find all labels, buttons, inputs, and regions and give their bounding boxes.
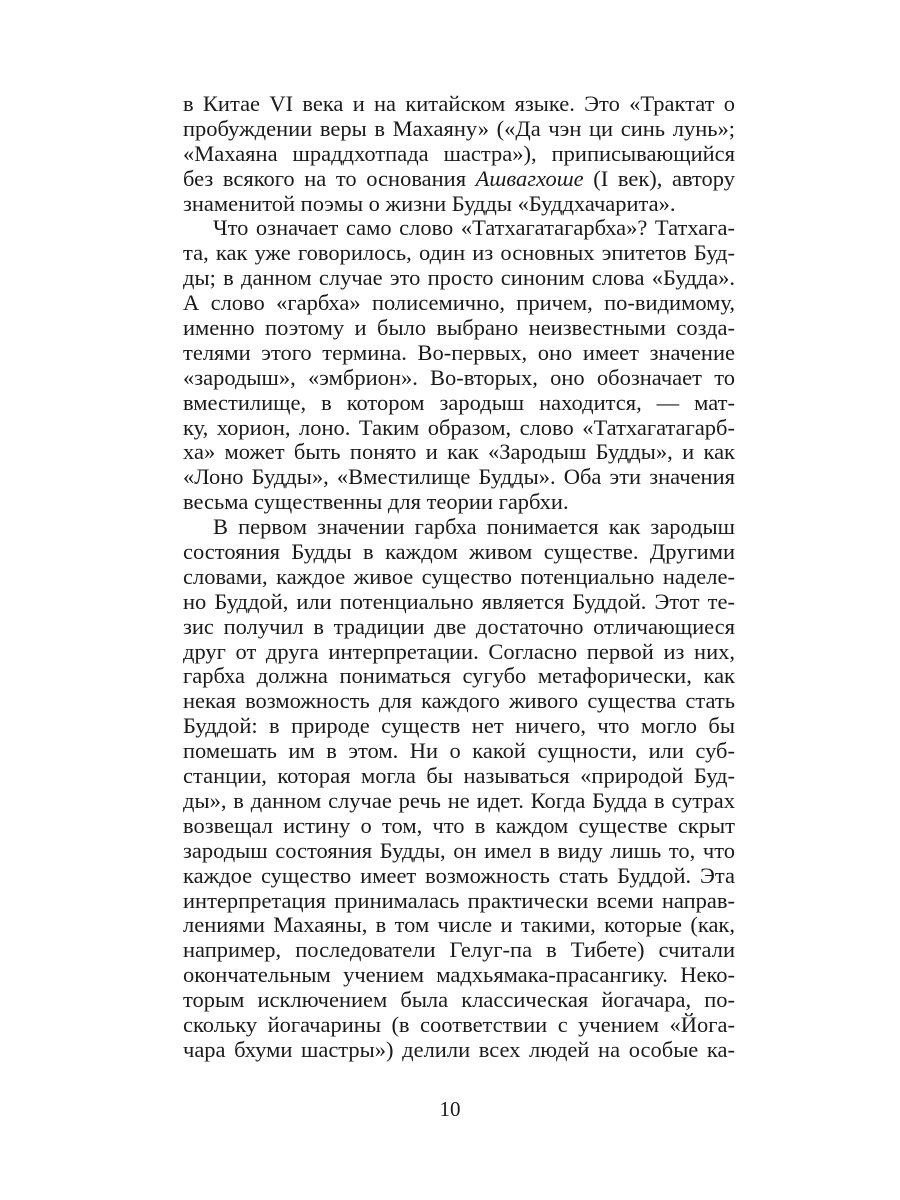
text-line: зародыш состояния Будды, он имел в виду лишь то, что: [183, 837, 735, 863]
text-line: зис получил в традиции две достаточно отличающиеся: [183, 613, 735, 639]
text-line: словами, каждое живое существо потенциально наделе-: [183, 563, 735, 589]
text-line: именно поэтому и было выбрано неизвестными созда-: [183, 315, 735, 341]
text-line: «зародыш», «эмбрион». Во-вторых, оно обозначает то: [183, 364, 735, 390]
text-line: ку, хорион, лоно. Таким образом, слово «Татхагатагарб-: [183, 414, 735, 440]
text-line: окончательным учением мадхьямака-прасангику. Неко-: [183, 962, 735, 988]
text-line: друг от друга интерпретации. Согласно первой из них,: [183, 638, 735, 664]
text-line: некая возможность для каждого живого существа стать: [183, 688, 735, 714]
text-line: в Китае VI века и на китайском языке. Это «Трактат о: [183, 91, 735, 116]
text-line: «Лоно Будды», «Вместилище Будды». Оба эти значения: [183, 464, 735, 490]
text-line: весьма существенны для теории гарбхи.: [183, 489, 569, 515]
text-line: телями этого термина. Во-первых, оно имеет значение: [183, 339, 735, 365]
text-fragment: (I век), автору: [583, 165, 735, 191]
body-text: [183, 92, 735, 1063]
text-line: чара бхуми шастры») делили всех людей на особые ка-: [183, 1036, 735, 1062]
text-line: Буддой: в природе существ нет ничего, что могло бы: [183, 713, 735, 739]
text-line: например, последователи Гелуг-па в Тибете) считали: [183, 937, 735, 963]
page-number: 10: [439, 1097, 461, 1121]
text-fragment: без всякого на то основания: [183, 165, 476, 191]
text-line: знаменитой поэмы о жизни Будды «Буддхачарита».: [183, 190, 676, 216]
text-line: гарбха должна пониматься сугубо метафорически, как: [183, 663, 735, 689]
text-line: А слово «гарбха» полисемично, причем, по-видимому,: [183, 290, 735, 316]
text-line: та, как уже говорилось, один из основных эпитетов Буд-: [183, 240, 735, 266]
text-line: пробуждении веры в Махаяну» («Да чэн ци синь лунь»;: [183, 115, 735, 141]
italic-name: Ашвагхоше: [475, 165, 584, 191]
text-line: ды; в данном случае это просто синоним слова «Будда».: [183, 265, 735, 291]
text-line: [183, 167, 735, 192]
text-line: ды», в данном случае речь не идет. Когда Будда в сутрах: [183, 787, 735, 813]
text-line: состояния Будды в каждом живом существе. Другими: [183, 539, 735, 565]
text-line: торым исключением была классическая йогачара, по-: [183, 987, 735, 1013]
text-line: станции, которая могла бы называться «природой Буд-: [183, 763, 735, 789]
paragraph-first-line: В первом значении гарбха понимается как зародыш: [213, 514, 735, 540]
text-line: лениями Махаяны, в том числе и такими, которые (как,: [183, 912, 735, 938]
text-line: скольку йогачарины (в соответствии с учением «Йога-: [183, 1011, 735, 1037]
text-line: каждое существо имеет возможность стать Буддой. Эта: [183, 862, 735, 888]
text-line: вместилище, в котором зародыш находится, — мат-: [183, 389, 735, 415]
text-line: «Махаяна шраддхотпада шастра»), приписывающийся: [183, 140, 735, 166]
text-line: ха» может быть понято и как «Зародыш Будды», и как: [183, 439, 735, 465]
text-line: интерпретация принималась практически всеми направ-: [183, 887, 735, 913]
paragraph-first-line: Что означает само слово «Татхагатагарбха»? Татхага-: [213, 215, 735, 241]
text-line: помешать им в этом. Ни о какой сущности, или суб-: [183, 738, 735, 764]
text-line: возвещал истину о том, что в каждом существе скрыт: [183, 812, 735, 838]
text-line: но Буддой, или потенциально является Буддой. Этот те-: [183, 588, 735, 614]
